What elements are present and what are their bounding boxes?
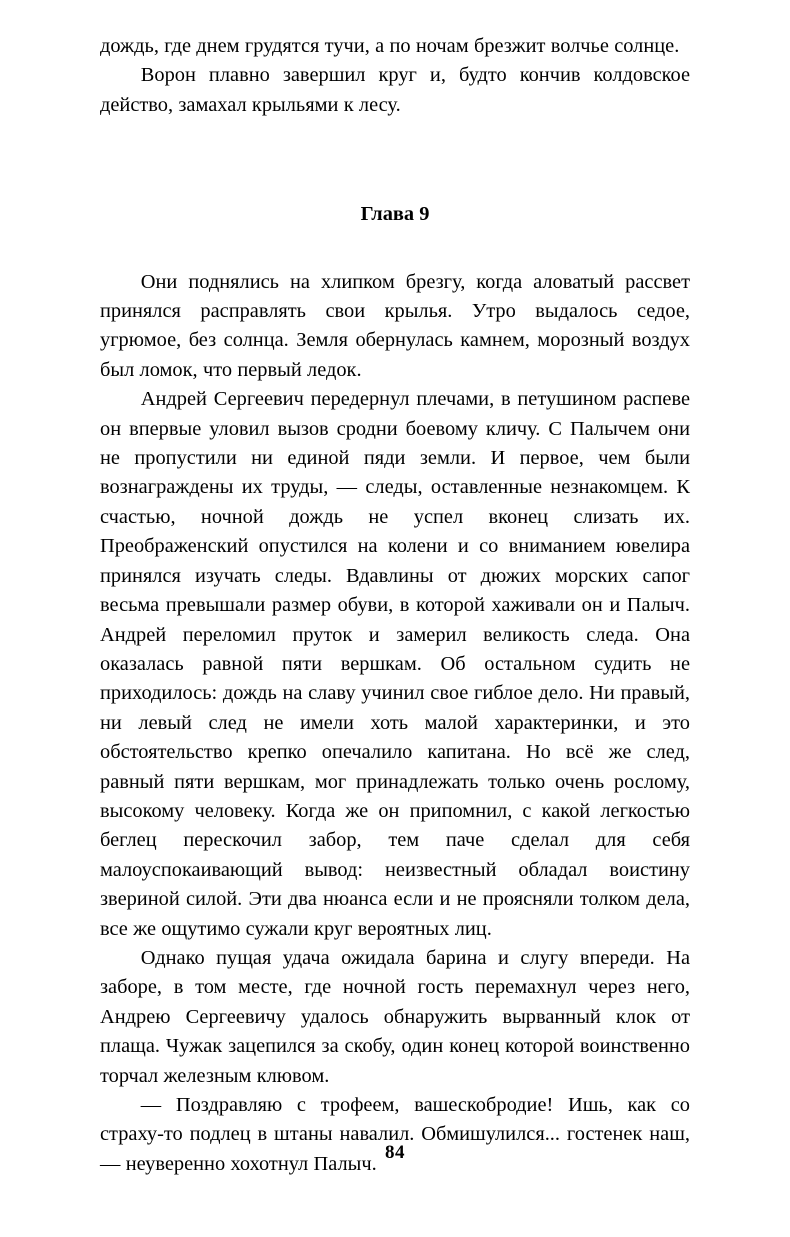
spacer-after-chapter (100, 230, 690, 268)
paragraph: Ворон плавно завершил круг и, будто кончив колдовское действо, замахал крыльями к лесу. (100, 64, 690, 116)
chapter-heading: Глава 9 (360, 203, 430, 226)
paragraph: Они поднялись на хлипком брезгу, когда аловатый рассвет принялся расправлять свои крылья. Утро выдалось седое, угрюмое, без солнца. Земля обернулась камнем, морозный воздух был ломок, что первый ледок. (100, 270, 690, 381)
text-column (100, 32, 690, 1179)
spacer-before-chapter (100, 120, 690, 200)
paragraph: Андрей Сергеевич передернул плечами, в петушином распеве он впервые уловил вызов сродни боевому кличу. С Палычем они не пропустили ни единой пяди земли. И первое, чем были вознаграждены их труды, — следы, оставленные незнакомцем. К счастью, ночной дождь не успел вконец слизать их. Преображенский опустился на колени и со вниманием ювелира принялся изучать следы. Вдавлины от дюжих морских сапог весьма превышали размер обуви, в которой хаживали он и Палыч. Андрей переломил пруток и замерил великость следа. Она оказалась равной пяти вершкам. Об остальном судить не приходилось: дождь на славу учинил свое гиблое дело. Ни правый, ни левый след не имели хоть малой характеринки, и это обстоятельство крепко опечалило капитана. Но всё же след, равный пяти вершкам, мог принадлежать только очень рослому, высокому человеку. Когда же он припомнил, с какой легкостью беглец перескочил забор, тем паче сделал для себя малоуспокаивающий вывод: неизвестный обладал воистину звериной силой. Эти два нюанса если и не проясняли толком дела, все же ощутимо сужали круг вероятных лиц. (100, 388, 690, 940)
paragraph-continuation: дождь, где днем грудятся тучи, а по ночам брезжит волчье солнце. (100, 35, 680, 57)
paragraph: Однако пущая удача ожидала барина и слугу впереди. На заборе, в том месте, где ночной гость перемахнул через него, Андрею Сергеевичу удалось обнаружить вырванный клок от плаща. Чужак зацепился за скобу, один конец которой воинственно торчал железным клювом. (100, 946, 690, 1087)
paragraph: — Поздравляю с трофеем, вашескобродие! Ишь, как со страху-то подлец в штаны навалил. Обмишулился... гостенек наш, — неуверенно хохотнул Палыч. (100, 1094, 690, 1175)
page-number: 84 (385, 1142, 405, 1163)
